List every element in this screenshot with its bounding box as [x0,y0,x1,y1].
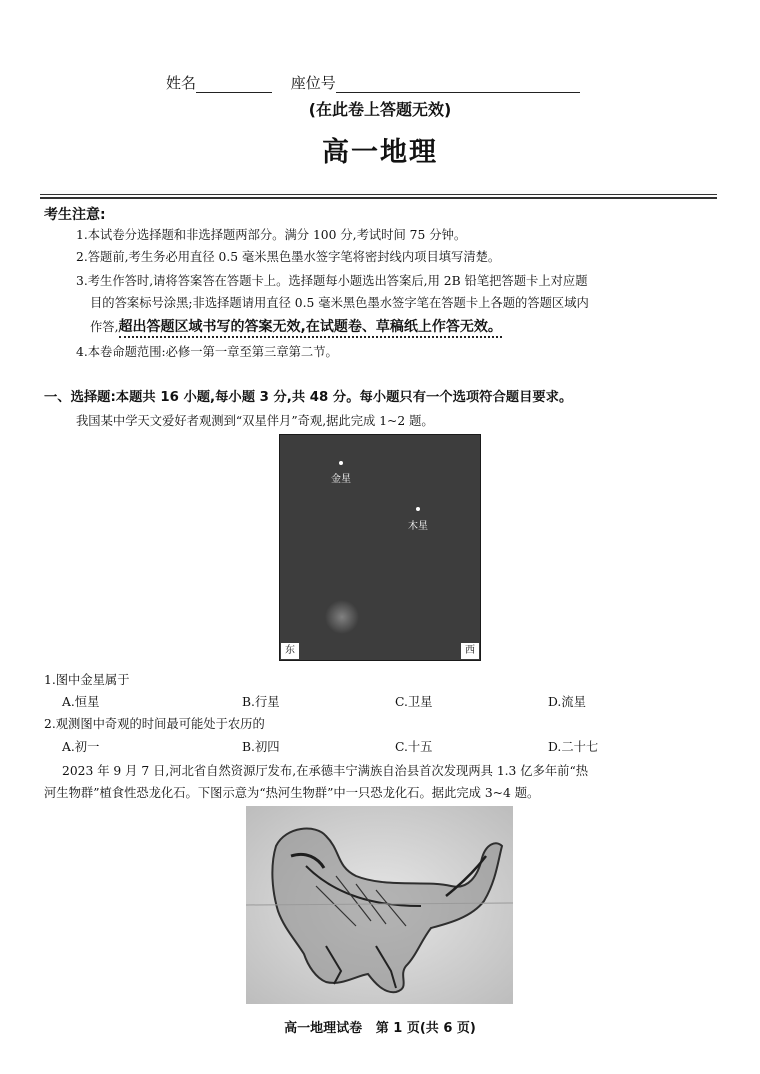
page-title: 高一地理 [322,137,438,168]
question-1-stem: 1.图中金星属于 [44,673,130,687]
dinosaur-fossil-image [246,806,513,1004]
jupiter-label: 木星 [408,521,428,532]
name-blank [196,77,272,93]
q1-option-c: C.卫星 [395,695,433,709]
jupiter-dot [416,507,420,511]
intro-3-4-line-2: 河生物群”植食性恐龙化石。下图示意为“热河生物群”中一只恐龙化石。据此完成 3~4 题。 [44,786,540,800]
q1-option-a: A.恒星 [62,695,100,709]
invalid-note: (在此卷上答题无效) [308,100,452,119]
west-label: 西 [461,643,479,659]
question-2-stem: 2.观测图中奇观的时间最可能处于农历的 [44,717,265,731]
seat-blank [336,77,580,93]
sky-figure [279,434,481,661]
notice-line-3c [90,316,502,338]
q1-option-d: D.流星 [548,695,586,709]
divider-bottom [40,197,717,199]
fossil-illustration [246,806,513,1004]
intro-3-4-line-1: 2023 年 9 月 7 日,河北省自然资源厅发布,在承德丰宁满族自治县首次发现两具 1.3 亿多年前“热 [62,764,589,778]
q2-option-c: C.十五 [395,740,433,754]
venus-label: 金星 [331,474,351,485]
seat-label: 座位号 [290,74,336,92]
divider-top [40,194,717,195]
crescent-moon-icon [324,599,360,635]
name-label: 姓名 [166,74,197,92]
section-heading: 一、选择题:本题共 16 小题,每小题 3 分,共 48 分。每小题只有一个选项符合题目要求。 [44,390,573,405]
venus-dot [339,461,343,465]
exam-header-fields [166,72,580,93]
q2-option-d: D.二十七 [548,740,599,754]
notice-line-3c-prefix: 作答, [90,320,119,334]
q1-option-b: B.行星 [242,695,280,709]
notice-line-1: 1.本试卷分选择题和非选择题两部分。满分 100 分,考试时间 75 分钟。 [76,228,467,242]
notice-line-3b: 目的答案标号涂黑;非选择题请用直径 0.5 毫米黑色墨水签字笔在答题卡上各题的答题区域内 [90,296,589,310]
q2-option-b: B.初四 [242,740,280,754]
notice-title: 考生注意: [44,207,106,223]
page-footer: 高一地理试卷 第 1 页(共 6 页) [284,1021,476,1036]
notice-line-3a: 3.考生作答时,请将答案答在答题卡上。选择题每小题选出答案后,用 2B 铅笔把答题卡上对应题 [76,274,588,288]
notice-line-4: 4.本卷命题范围:必修一第一章至第三章第二节。 [76,345,338,359]
notice-line-2: 2.答题前,考生务必用直径 0.5 毫米黑色墨水签字笔将密封线内项目填写清楚。 [76,250,501,264]
intro-1-2: 我国某中学天文爱好者观测到“双星伴月”奇观,据此完成 1~2 题。 [76,414,434,428]
q2-option-a: A.初一 [62,740,100,754]
notice-warning: 超出答题区域书写的答案无效,在试题卷、草稿纸上作答无效。 [119,319,502,338]
east-label: 东 [281,643,299,659]
